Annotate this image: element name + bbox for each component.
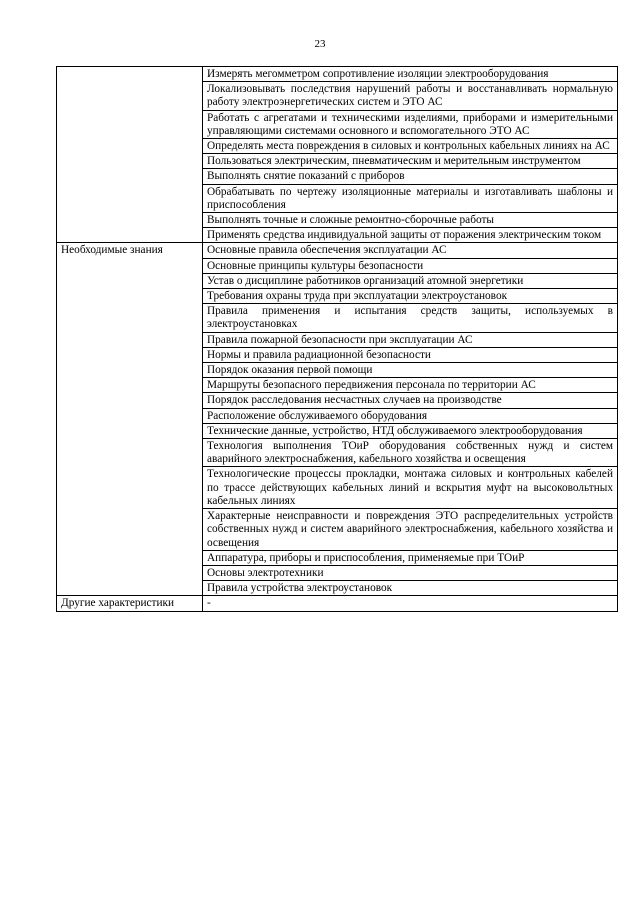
page-number: 23	[314, 38, 326, 50]
knowledge-item: Правила устройства электроустановок	[203, 581, 618, 596]
knowledge-item: Требования охраны труда при эксплуатации электроустановок	[203, 289, 618, 304]
knowledge-item: Порядок оказания первой помощи	[203, 363, 618, 378]
skill-item: Работать с агрегатами и техническими изделиями, приборами и измерительными управляющими системами основного и вспомогательного ЭТО АС	[203, 110, 618, 138]
qualification-table	[56, 66, 618, 612]
other-row	[57, 596, 618, 611]
knowledge-row	[57, 243, 618, 258]
other-label: Другие характеристики	[57, 596, 203, 611]
knowledge-item: Правила пожарной безопасности при эксплуатации АС	[203, 332, 618, 347]
skill-item: Выполнять снятие показаний с приборов	[203, 169, 618, 184]
skill-item: Измерять мегомметром сопротивление изоляции электрооборудования	[203, 67, 618, 82]
knowledge-item: Технологические процессы прокладки, монтажа силовых и контрольных кабелей по трассе действующих кабельных линий и вскрытия муфт на высоковольтных кабельных линиях	[203, 467, 618, 509]
knowledge-item: Основные принципы культуры безопасности	[203, 258, 618, 273]
knowledge-label: Необходимые знания	[57, 243, 203, 596]
knowledge-item: Технические данные, устройство, НТД обслуживаемого электрооборудования	[203, 423, 618, 438]
knowledge-item: Порядок расследования несчастных случаев на производстве	[203, 393, 618, 408]
knowledge-item: Расположение обслуживаемого оборудования	[203, 408, 618, 423]
skill-item: Выполнять точные и сложные ремонтно-сборочные работы	[203, 213, 618, 228]
knowledge-item: Устав о дисциплине работников организаций атомной энергетики	[203, 273, 618, 288]
knowledge-item: Основные правила обеспечения эксплуатации АС	[203, 243, 618, 258]
knowledge-item: Нормы и правила радиационной безопасности	[203, 347, 618, 362]
knowledge-item: Основы электротехники	[203, 565, 618, 580]
knowledge-item: Технология выполнения ТОиР оборудования собственных нужд и систем аварийного электроснабжения, кабельного хозяйства и освещения	[203, 439, 618, 467]
other-value: -	[203, 596, 618, 611]
knowledge-item: Маршруты безопасного передвижения персонала по территории АС	[203, 378, 618, 393]
skill-item: Применять средства индивидуальной защиты от поражения электрическим током	[203, 228, 618, 243]
knowledge-item: Аппаратура, приборы и приспособления, применяемые при ТОиР	[203, 550, 618, 565]
skills-row	[57, 67, 618, 82]
skill-item: Обрабатывать по чертежу изоляционные материалы и изготавливать шаблоны и приспособления	[203, 184, 618, 212]
knowledge-item: Характерные неисправности и повреждения ЭТО распределительных устройств собственных нужд и систем аварийного электроснабжения, кабельного хозяйства и освещения	[203, 509, 618, 551]
skills-label-cell	[57, 67, 203, 243]
knowledge-item: Правила применения и испытания средств защиты, используемых в электроустановках	[203, 304, 618, 332]
skill-item: Пользоваться электрическим, пневматическим и мерительным инструментом	[203, 154, 618, 169]
skill-item: Локализовывать последствия нарушений работы и восстанавливать нормальную работу электроэнергетических систем и ЭТО АС	[203, 82, 618, 110]
skill-item: Определять места повреждения в силовых и контрольных кабельных линиях на АС	[203, 139, 618, 154]
